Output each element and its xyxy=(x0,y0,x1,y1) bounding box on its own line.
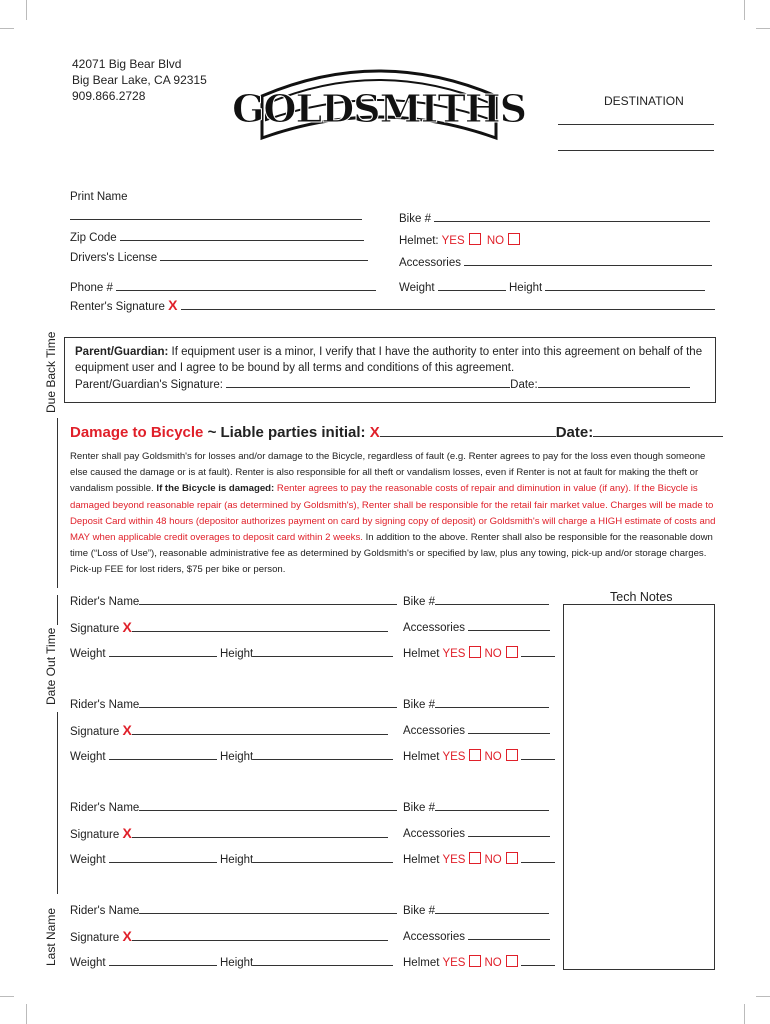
damage-p2: If the Bicycle is damaged: xyxy=(156,483,275,495)
accessories-label: Accessories xyxy=(403,725,465,737)
weight-label: Weight xyxy=(70,648,106,660)
bike-label: Bike # xyxy=(403,596,435,608)
rider-3-weight-row xyxy=(70,851,393,867)
rider-4-name-row xyxy=(70,902,397,918)
helmet-label: Helmet xyxy=(403,648,440,660)
weight-height-row xyxy=(399,279,705,295)
print-name-label: Print Name xyxy=(70,191,128,203)
due-back-time-line[interactable] xyxy=(57,418,59,588)
helmet-no-checkbox[interactable] xyxy=(506,646,518,658)
zip-code-row xyxy=(70,229,364,245)
rider-2-accessories-row xyxy=(403,722,550,738)
rider-4-accessories-field[interactable] xyxy=(468,928,550,940)
rider-2-name-field[interactable] xyxy=(139,696,397,708)
print-name-field[interactable] xyxy=(70,219,362,220)
accessories-label: Accessories xyxy=(403,622,465,634)
rider-3-accessories-row xyxy=(403,825,550,841)
height-field[interactable] xyxy=(545,279,705,291)
helmet-label: Helmet xyxy=(403,957,440,969)
rider-3-helmet-row xyxy=(403,851,555,867)
renter-signature-field[interactable] xyxy=(181,298,715,310)
rider-4-weight-row xyxy=(70,954,393,970)
trim-mark xyxy=(756,996,770,997)
damage-date-field[interactable] xyxy=(593,423,723,437)
damage-p1: Renter shall pay Goldsmith's for losses and/or damage to the Bicycle, regardless of fault (e.g. Renter agrees to pay for the loss even though someone else caused the damage or is at fault). Renter is also responsible for all theft or vandalism losses, even if Renter is not at fault for making the theft or vandalism possible. xyxy=(70,451,706,495)
weight-label: Weight xyxy=(70,854,106,866)
zip-code-label: Zip Code xyxy=(70,232,117,244)
riders-name-label: Rider's Name xyxy=(70,905,140,917)
signature-x-mark: X xyxy=(122,928,132,944)
phone-label: Phone # xyxy=(70,282,113,294)
helmet-label: Helmet xyxy=(403,751,440,763)
damage-p4: In addition to the above. Renter shall also be responsible for the reasonable down time (“Loss of Use”), reasonable administrative fee as determined by Goldsmith's or specified by law, plus any towing, pick-up and/or storage charges. Pick-up FEE for lost riders, $75 per bike or person. xyxy=(70,532,713,576)
trim-mark xyxy=(26,1004,27,1024)
trim-mark xyxy=(0,996,14,997)
signature-x-mark: X xyxy=(122,722,132,738)
rider-2-signature-row xyxy=(70,722,388,738)
rider-1-bike-row xyxy=(403,593,549,609)
bike-label: Bike # xyxy=(399,213,431,225)
guardian-box xyxy=(64,337,716,403)
weight-label: Weight xyxy=(399,282,435,294)
helmet-no-label: NO xyxy=(484,648,502,660)
rider-4-helmet-field[interactable] xyxy=(521,954,555,966)
due-back-time-label: Due Back Time xyxy=(44,331,58,413)
signature-label: Signature xyxy=(70,726,120,738)
helmet-no-checkbox[interactable] xyxy=(506,955,518,967)
rider-2-helmet-field[interactable] xyxy=(521,748,555,760)
license-row xyxy=(70,249,368,265)
damage-paragraph xyxy=(70,449,720,579)
rider-4-signature-row xyxy=(70,928,388,944)
rider-4-helmet-row xyxy=(403,954,555,970)
height-label: Height xyxy=(220,648,254,660)
helmet-no-checkbox[interactable] xyxy=(506,852,518,864)
signature-x-mark: X xyxy=(168,297,178,313)
rider-4-bike-field[interactable] xyxy=(435,902,549,914)
signature-label: Signature xyxy=(70,623,120,635)
rider-1-bike-field[interactable] xyxy=(435,593,549,605)
destination-line-2[interactable] xyxy=(558,150,714,151)
rider-3-helmet-field[interactable] xyxy=(521,851,555,863)
last-name-label: Last Name xyxy=(44,907,58,966)
guardian-text-2: equipment user and I agree to be bound by all terms and conditions of this agreement. xyxy=(75,362,515,374)
helmet-no-label: NO xyxy=(484,854,502,866)
company-address xyxy=(72,56,207,104)
damage-heading xyxy=(70,423,723,441)
rider-3-weight-field[interactable] xyxy=(109,851,217,863)
helmet-label: Helmet xyxy=(403,854,440,866)
goldsmiths-logo xyxy=(231,62,527,154)
rider-3-height-field[interactable] xyxy=(253,851,393,863)
date-out-time-line-top[interactable] xyxy=(57,595,59,625)
rider-1-weight-field[interactable] xyxy=(109,645,217,657)
signature-label: Signature xyxy=(70,932,120,944)
phone-row xyxy=(70,279,376,295)
rider-3-signature-row xyxy=(70,825,388,841)
guardian-date-field[interactable] xyxy=(538,376,690,388)
renter-signature-row xyxy=(70,298,715,314)
bike-row xyxy=(399,210,710,226)
rider-2-weight-row xyxy=(70,748,393,764)
rider-4-bike-row xyxy=(403,902,549,918)
helmet-yes-label: YES xyxy=(442,957,466,969)
rider-1-accessories-field[interactable] xyxy=(468,619,550,631)
tech-notes-box[interactable] xyxy=(563,604,715,970)
rider-1-name-row xyxy=(70,593,397,609)
bike-field[interactable] xyxy=(434,210,710,222)
helmet-yes-checkbox[interactable] xyxy=(469,955,481,967)
height-label: Height xyxy=(220,751,254,763)
damage-title: Damage to Bicycle xyxy=(70,424,204,441)
riders-name-label: Rider's Name xyxy=(70,596,140,608)
drivers-license-label: Drivers's License xyxy=(70,252,158,264)
address-line-2: Big Bear Lake, CA 92315 xyxy=(72,73,207,87)
rider-4-accessories-row xyxy=(403,928,550,944)
damage-initial-label: ~ Liable parties initial: xyxy=(207,424,366,441)
accessories-row xyxy=(399,254,712,270)
rider-2-signature-field[interactable] xyxy=(132,723,388,735)
bike-label: Bike # xyxy=(403,802,435,814)
rider-3-bike-row xyxy=(403,799,549,815)
rider-1-helmet-row xyxy=(403,645,555,661)
zip-code-field[interactable] xyxy=(120,229,364,241)
helmet-yes-checkbox[interactable] xyxy=(469,852,481,864)
weight-field[interactable] xyxy=(438,279,506,291)
accessories-label: Accessories xyxy=(403,828,465,840)
rider-1-accessories-row xyxy=(403,619,550,635)
trim-mark xyxy=(744,1004,745,1024)
height-label: Height xyxy=(509,282,543,294)
trim-mark xyxy=(0,28,14,29)
trim-mark xyxy=(26,0,27,20)
helmet-yes-label: YES xyxy=(442,751,466,763)
rider-2-name-row xyxy=(70,696,397,712)
rider-2-height-field[interactable] xyxy=(253,748,393,760)
svg-text:GOLDSMITHS: GOLDSMITHS xyxy=(231,86,527,131)
accessories-label: Accessories xyxy=(403,931,465,943)
renter-signature-label: Renter's Signature xyxy=(70,301,165,313)
rider-3-name-field[interactable] xyxy=(139,799,397,811)
guardian-signature-label: Parent/Guardian's Signature: xyxy=(75,379,223,391)
rider-3-name-row xyxy=(70,799,397,815)
helmet-yes-checkbox[interactable] xyxy=(469,749,481,761)
company-phone: 909.866.2728 xyxy=(72,89,146,103)
accessories-label: Accessories xyxy=(399,257,461,269)
rider-3-bike-field[interactable] xyxy=(435,799,549,811)
helmet-yes-checkbox[interactable] xyxy=(469,646,481,658)
accessories-field[interactable] xyxy=(464,254,712,266)
address-line-1: 42071 Big Bear Blvd xyxy=(72,57,182,71)
guardian-signature-field[interactable] xyxy=(226,376,510,388)
rider-3-signature-field[interactable] xyxy=(132,826,388,838)
rider-1-name-field[interactable] xyxy=(139,593,397,605)
rider-2-bike-field[interactable] xyxy=(435,696,549,708)
helmet-yes-label: YES xyxy=(442,648,466,660)
signature-label: Signature xyxy=(70,829,120,841)
helmet-yes-label: YES xyxy=(442,854,466,866)
guardian-text: If equipment user is a minor, I verify that I have the authority to enter into this agreement on behalf of the xyxy=(171,346,703,358)
drivers-license-field[interactable] xyxy=(160,249,368,261)
rider-3-accessories-field[interactable] xyxy=(468,825,550,837)
guardian-date-label: Date: xyxy=(510,379,538,391)
height-label: Height xyxy=(220,854,254,866)
helmet-yes-label: YES xyxy=(441,235,465,247)
height-label: Height xyxy=(220,957,254,969)
rider-1-helmet-field[interactable] xyxy=(521,645,555,657)
damage-initial-field[interactable] xyxy=(380,423,556,437)
guardian-bold-label: Parent/Guardian: xyxy=(75,346,169,358)
helmet-label: Helmet: xyxy=(399,235,439,247)
riders-name-label: Rider's Name xyxy=(70,699,140,711)
rider-2-helmet-row xyxy=(403,748,555,764)
rider-4-weight-field[interactable] xyxy=(109,954,217,966)
rider-2-bike-row xyxy=(403,696,549,712)
signature-x-mark: X xyxy=(122,825,132,841)
date-out-time-label: Date Out Time xyxy=(44,627,58,705)
bike-label: Bike # xyxy=(403,905,435,917)
phone-field[interactable] xyxy=(116,279,376,291)
helmet-no-label: NO xyxy=(484,957,502,969)
trim-mark xyxy=(756,28,770,29)
damage-date-label: Date: xyxy=(555,424,594,441)
bike-label: Bike # xyxy=(403,699,435,711)
riders-name-label: Rider's Name xyxy=(70,802,140,814)
rider-1-signature-field[interactable] xyxy=(132,620,388,632)
rider-4-signature-field[interactable] xyxy=(132,929,388,941)
rider-1-signature-row xyxy=(70,619,388,635)
rider-2-accessories-field[interactable] xyxy=(468,722,550,734)
destination-line-1[interactable] xyxy=(558,124,714,125)
rider-1-height-field[interactable] xyxy=(253,645,393,657)
rider-2-weight-field[interactable] xyxy=(109,748,217,760)
helmet-yes-checkbox[interactable] xyxy=(469,233,481,245)
helmet-no-checkbox[interactable] xyxy=(508,233,520,245)
date-out-time-line[interactable] xyxy=(57,712,59,894)
destination-label: DESTINATION xyxy=(604,94,684,108)
damage-p3: Renter agrees to pay the reasonable costs of repair and diminution in value (if any). If the Bicycle is damaged beyond reasonable repair (as determined by Goldsmith's), Renter shall be responsible for the retail fair market value. Charges will be made to Deposit Card within 48 hours (depositor authorizes payment on card by signing copy of deposit) or Goldsmith's will charge a HIGH estimate of costs and MAY when applicable credit overages to deposit card within 2 weeks. xyxy=(70,483,716,544)
helmet-no-label: NO xyxy=(486,235,505,247)
weight-label: Weight xyxy=(70,957,106,969)
tech-notes-label: Tech Notes xyxy=(610,590,673,604)
helmet-no-label: NO xyxy=(484,751,502,763)
rider-4-height-field[interactable] xyxy=(253,954,393,966)
rider-4-name-field[interactable] xyxy=(139,902,397,914)
helmet-row xyxy=(399,233,523,248)
trim-mark xyxy=(744,0,745,20)
rider-1-weight-row xyxy=(70,645,393,661)
signature-x-mark: X xyxy=(122,619,132,635)
damage-x-mark: X xyxy=(369,424,380,441)
helmet-no-checkbox[interactable] xyxy=(506,749,518,761)
weight-label: Weight xyxy=(70,751,106,763)
